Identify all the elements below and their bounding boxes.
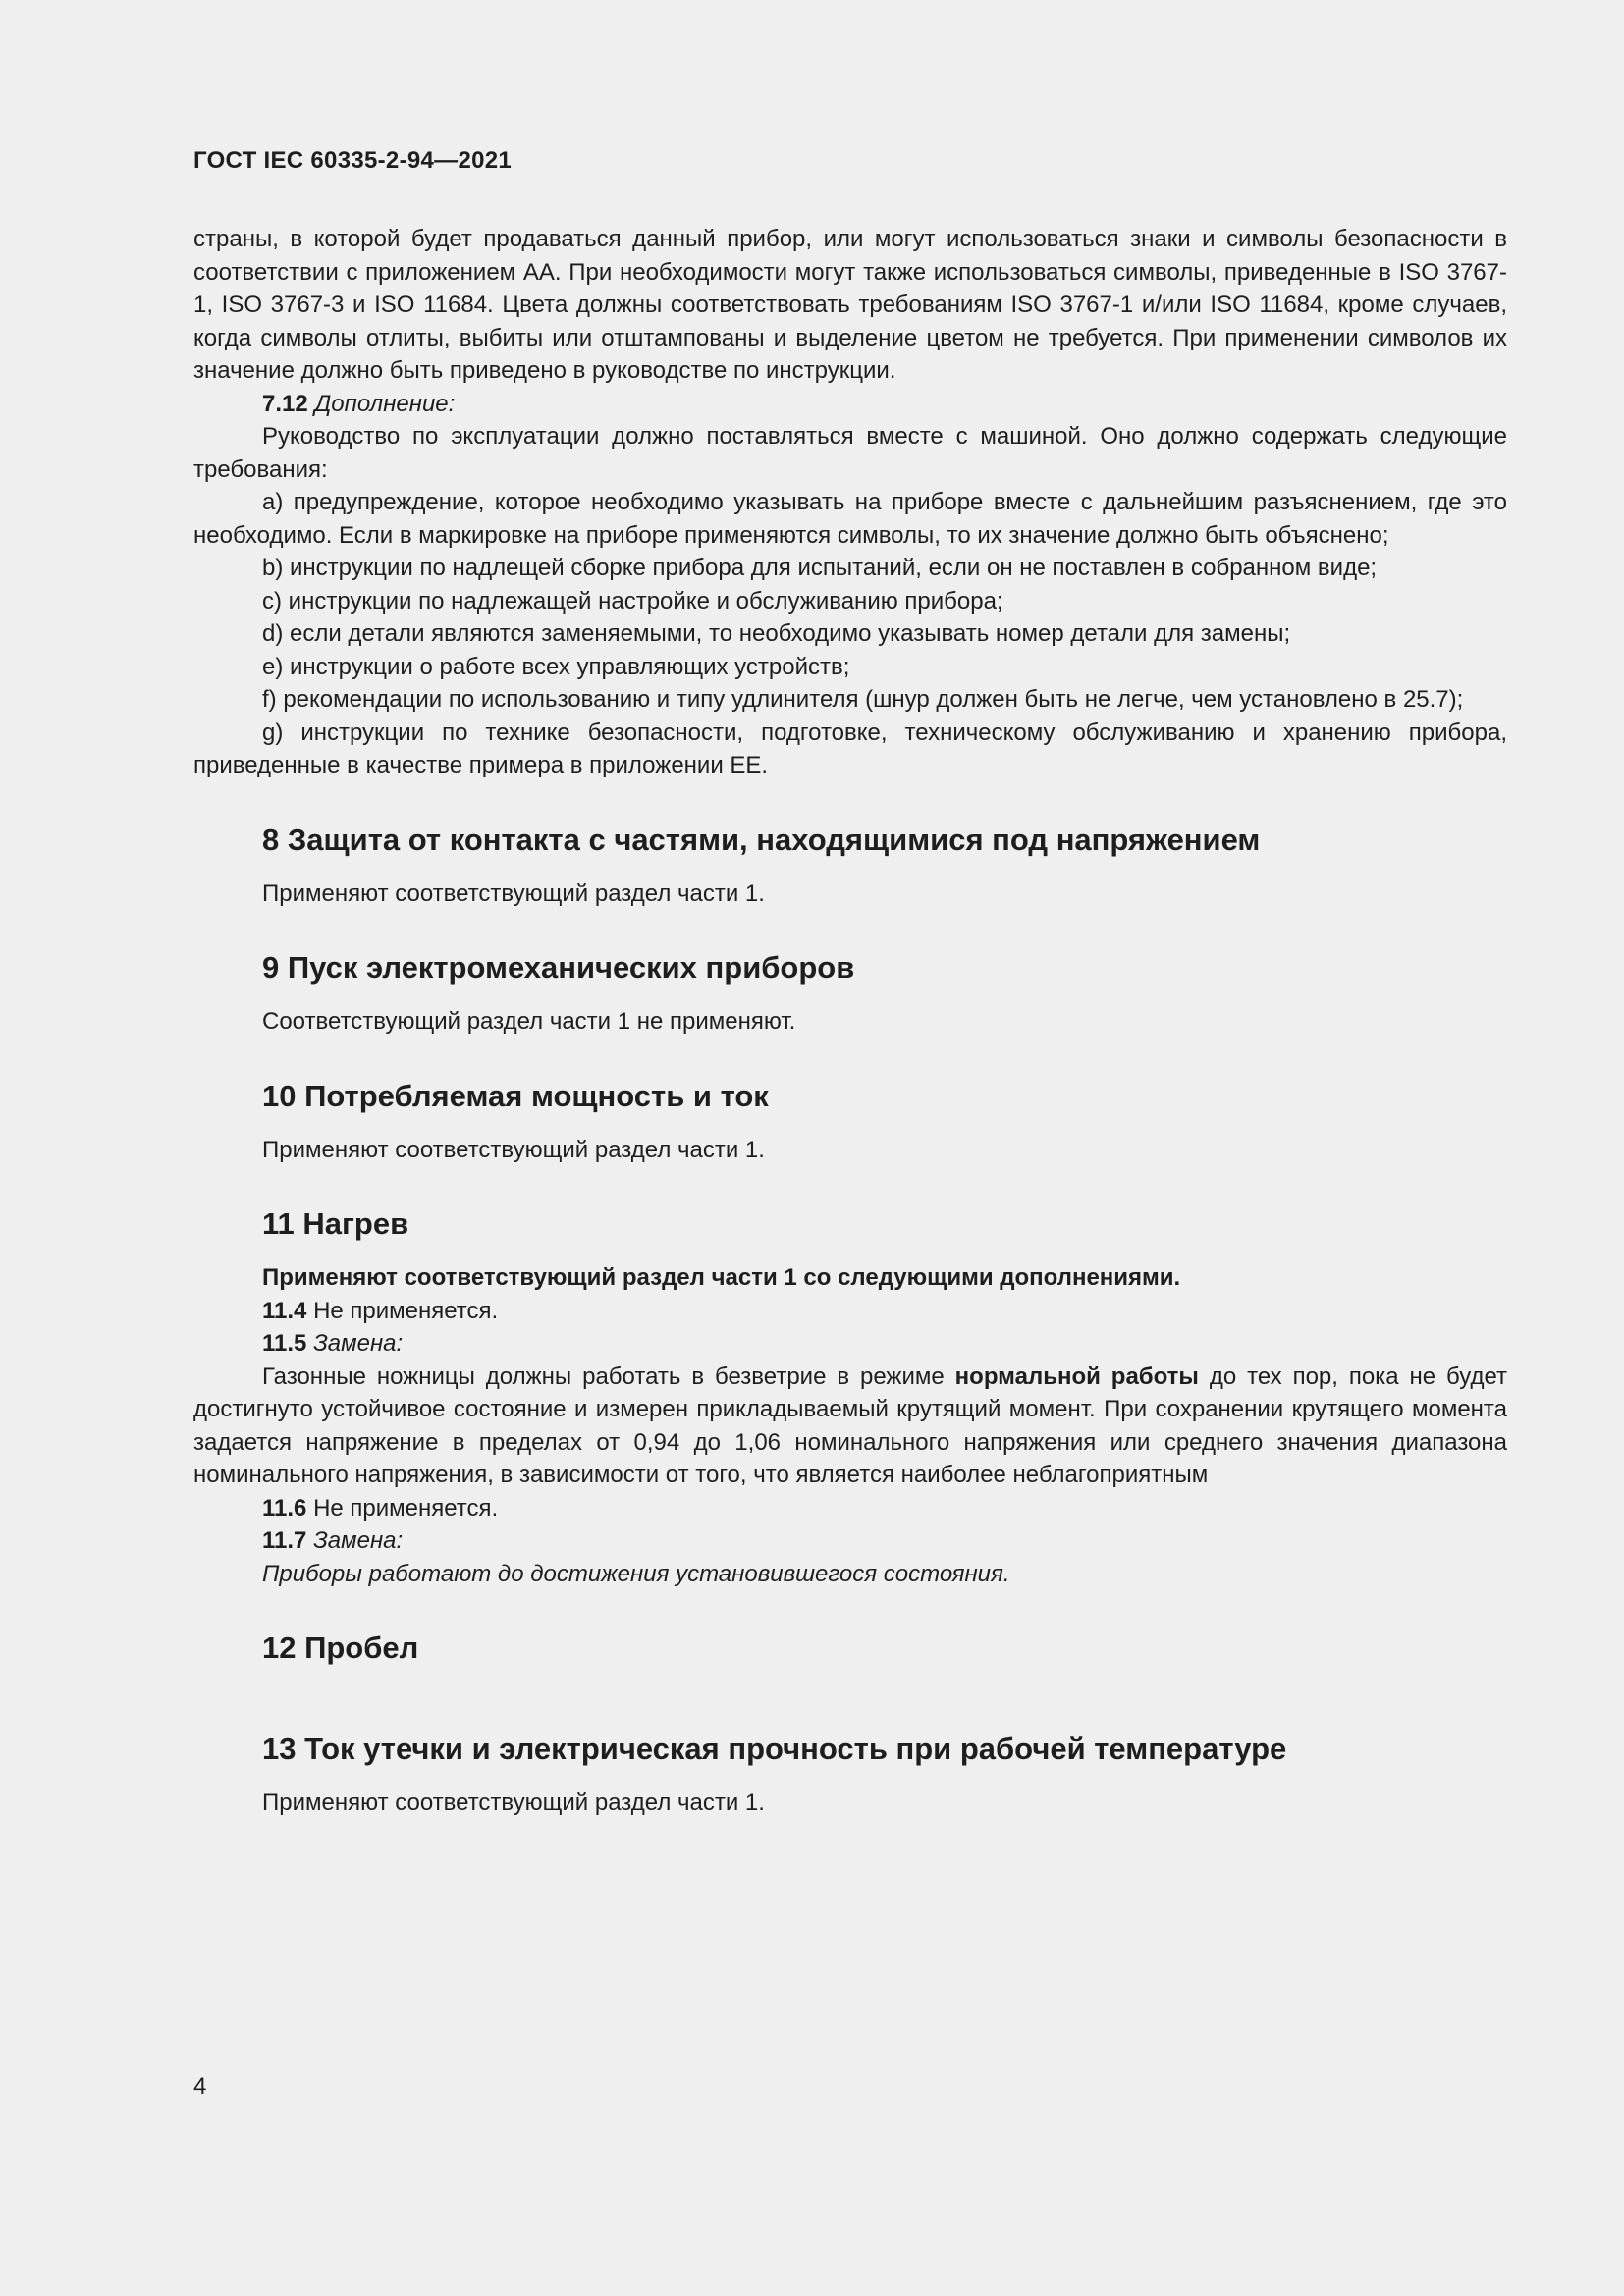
section-11-heading: 11 Нагрев bbox=[262, 1206, 409, 1241]
list-item-d: d) если детали являются заменяемыми, то необходимо указывать номер детали для замены; bbox=[262, 620, 1291, 647]
section-13-text: Применяют соответствующий раздел части 1. bbox=[262, 1789, 765, 1816]
section-12-heading: 12 Пробел bbox=[262, 1630, 419, 1665]
clause-text: Не применяется. bbox=[313, 1297, 499, 1324]
list-item-c: c) инструкции по надлежащей настройке и обслуживанию прибора; bbox=[262, 587, 1003, 614]
clause-11-7-text: Приборы работают до достижения установившегося состояния. bbox=[262, 1560, 1010, 1587]
intro-paragraph: страны, в которой будет продаваться данный прибор, или могут использоваться знаки и символы безопасности в соответствии с приложением АА. При необходимости могут также использоваться символы, приведенные в ISO 3767-1, ISO 3767-3 и ISO 11684. Цвета должны соответствовать требованиям ISO 3767-1 и/или ISO 11684, кроме случаев, когда символы отлиты, выбиты или отштампованы и выделение цветом не требуется. При применении символов их значение должно быть приведено в руководстве по инструкции. bbox=[193, 226, 1507, 384]
page-number: 4 bbox=[193, 2073, 207, 2100]
clause-11-7 bbox=[193, 1524, 1507, 1558]
clause-11-4 bbox=[193, 1295, 1507, 1328]
list-item-f: f) рекомендации по использованию и типу удлинителя (шнур должен быть не легче, чем установлено в 25.7); bbox=[262, 686, 1464, 713]
clause-text: Не применяется. bbox=[313, 1494, 499, 1522]
clause-11-5 bbox=[193, 1327, 1507, 1361]
clause-7-12-heading bbox=[193, 388, 1507, 421]
section-9-text: Соответствующий раздел части 1 не применяют. bbox=[262, 1008, 796, 1035]
list-item-a: a) предупреждение, которое необходимо указывать на приборе вместе с дальнейшим разъяснением, где это необходимо. Если в маркировке на приборе применяются символы, то их значение должно быть объяснено; bbox=[193, 489, 1507, 549]
clause-label: Дополнение: bbox=[314, 390, 456, 417]
section-13-heading: 13 Ток утечки и электрическая прочность при рабочей температуре bbox=[262, 1732, 1287, 1766]
clause-label: Замена: bbox=[313, 1527, 404, 1554]
list-item-e: e) инструкции о работе всех управляющих устройств; bbox=[262, 653, 850, 680]
section-10-text: Применяют соответствующий раздел части 1. bbox=[262, 1136, 765, 1163]
clause-number: 11.7 bbox=[262, 1527, 307, 1554]
list-item-g: g) инструкции по технике безопасности, подготовке, техническому обслуживанию и хранению прибора, приведенные в качестве примера в приложении ЕЕ. bbox=[193, 719, 1507, 778]
section-11-lead: Применяют соответствующий раздел части 1 со следующими дополнениями. bbox=[262, 1264, 1181, 1291]
clause-number: 11.5 bbox=[262, 1330, 307, 1357]
clause-number: 11.6 bbox=[262, 1494, 307, 1522]
clause-7-12-lead: Руководство по эксплуатации должно поставляться вместе с машиной. Оно должно содержать следующие требования: bbox=[193, 423, 1507, 483]
defined-term: нормальной работы bbox=[954, 1362, 1199, 1390]
section-8-text: Применяют соответствующий раздел части 1. bbox=[262, 880, 765, 907]
document-body bbox=[193, 223, 1507, 1820]
document-header: ГОСТ IEC 60335-2-94—2021 bbox=[193, 147, 513, 174]
section-8-heading: 8 Защита от контакта с частями, находящимися под напряжением bbox=[262, 822, 1261, 857]
clause-number: 7.12 bbox=[262, 390, 308, 417]
section-10-heading: 10 Потребляемая мощность и ток bbox=[262, 1078, 769, 1113]
clause-11-6 bbox=[193, 1492, 1507, 1525]
list-item-b: b) инструкции по надлещей сборке прибора для испытаний, если он не поставлен в собранном виде; bbox=[262, 555, 1378, 581]
clause-11-5-text: Газонные ножницы должны работать в безветрие в режиме нормальной работы до тех пор, пока не будет достигнуто устойчивое состояние и измерен прикладываемый крутящий момент. При сохранении крутящего момента задается напряжение в пределах от 0,94 до 1,06 номинального напряжения или среднего значения диапазона номинального напряжения, в зависимости от того, что является наиболее неблагоприятным bbox=[193, 1362, 1507, 1488]
section-9-heading: 9 Пуск электромеханических приборов bbox=[262, 950, 855, 985]
clause-number: 11.4 bbox=[262, 1297, 307, 1324]
clause-label: Замена: bbox=[313, 1330, 404, 1357]
